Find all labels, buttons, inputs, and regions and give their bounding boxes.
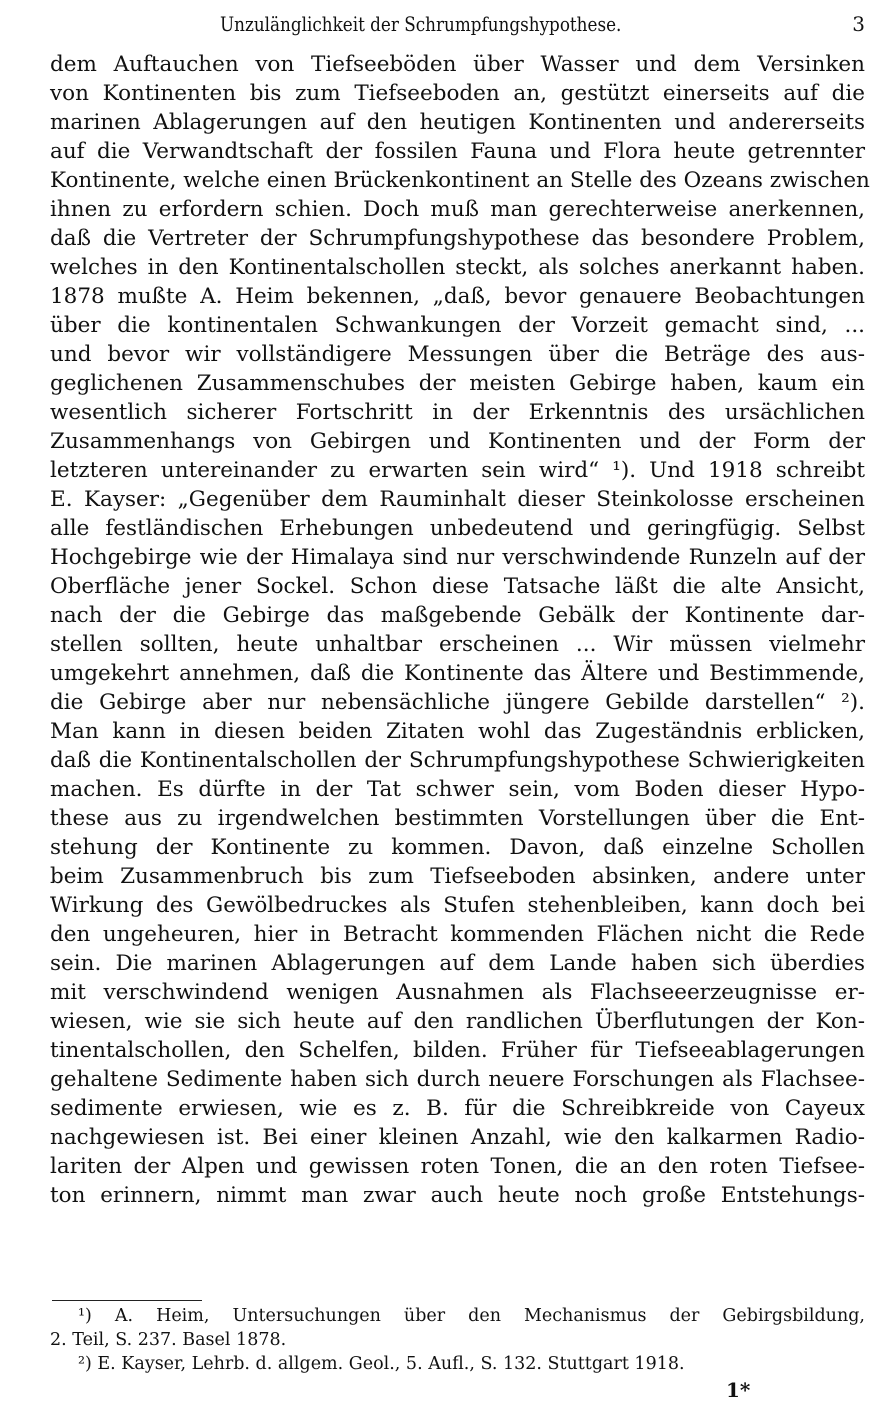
text-line: ton erinnern, nimmt man zwar auch heute noch große Entstehungs- [50,1183,865,1208]
text-line: beim Zusammenbruch bis zum Tiefseeboden absinken, andere unter [50,864,865,889]
text-line: marinen Ablagerungen auf den heutigen Kontinenten und andererseits [50,110,865,135]
footnote-2: ²) E. Kayser, Lehrb. d. allgem. Geol., 5. Aufl., S. 132. Stuttgart 1918. [78,1354,685,1374]
running-head: Unzulänglichkeit der Schrumpfungshypothese. [220,12,622,36]
text-line: daß die Kontinentalschollen der Schrumpfungshypothese Schwierigkeiten [50,748,865,773]
text-line: von Kontinenten bis zum Tiefseeboden an, gestützt einerseits auf die [50,81,865,106]
text-line: nachgewiesen ist. Bei einer kleinen Anzahl, wie den kalkarmen Radio- [50,1125,865,1150]
text-line: E. Kayser: „Gegenüber dem Rauminhalt dieser Steinkolosse erscheinen [50,487,865,512]
signature-mark: 1* [726,1378,751,1402]
footnote-1: ¹) A. Heim, Untersuchungen über den Mechanismus der Gebirgsbildung, [78,1306,865,1326]
text-line: gehaltene Sedimente haben sich durch neuere Forschungen als Flachsee- [50,1067,865,1092]
text-line: stellen sollten, heute unhaltbar erscheinen ... Wir müssen vielmehr [50,632,865,657]
text-line: die Gebirge aber nur nebensächliche jüngere Gebilde darstellen“ ²). [50,690,865,715]
page-header [50,12,865,42]
text-line: machen. Es dürfte in der Tat schwer sein, vom Boden dieser Hypo- [50,777,865,802]
text-line: letzteren untereinander zu erwarten sein wird“ ¹). Und 1918 schreibt [50,458,865,483]
text-line: Zusammenhangs von Gebirgen und Kontinenten und der Form der [50,429,865,454]
text-line: geglichenen Zusammenschubes der meisten Gebirge haben, kaum ein [50,371,865,396]
text-line: 1878 mußte A. Heim bekennen, „daß, bevor genauere Beobachtungen [50,284,865,309]
text-line: Hochgebirge wie der Himalaya sind nur verschwindende Runzeln auf der [50,545,865,570]
text-line: umgekehrt annehmen, daß die Kontinente das Ältere und Bestimmende, [50,661,865,686]
text-line: sedimente erwiesen, wie es z. B. für die Schreibkreide von Cayeux [50,1096,865,1121]
footnotes [50,1304,865,1376]
footnote-1-continuation: 2. Teil, S. 237. Basel 1878. [50,1330,287,1350]
text-line: über die kontinentalen Schwankungen der Vorzeit gemacht sind, ... [50,313,865,338]
text-line: den ungeheuren, hier in Betracht kommenden Flächen nicht die Rede [50,922,865,947]
text-line: wiesen, wie sie sich heute auf den randlichen Überflutungen der Kon- [50,1009,865,1034]
text-line: Wirkung des Gewölbedruckes als Stufen stehenbleiben, kann doch bei [50,893,865,918]
text-line: stehung der Kontinente zu kommen. Davon, daß einzelne Schollen [50,835,865,860]
text-line: auf die Verwandtschaft der fossilen Fauna und Flora heute getrennter [50,139,865,164]
text-line: wesentlich sicherer Fortschritt in der Erkenntnis des ursächlichen [50,400,865,425]
text-line: ihnen zu erfordern schien. Doch muß man gerechterweise anerkennen, [50,197,865,222]
text-line: welches in den Kontinentalschollen steckt, als solches anerkannt haben. [50,255,865,280]
text-line: lariten der Alpen und gewissen roten Tonen, die an den roten Tiefsee- [50,1154,865,1179]
text-line: und bevor wir vollständigere Messungen über die Beträge des aus- [50,342,865,367]
text-line: dem Auftauchen von Tiefseeböden über Wasser und dem Versinken [50,52,865,77]
text-line: alle festländischen Erhebungen unbedeutend und geringfügig. Selbst [50,516,865,541]
text-line: mit verschwindend wenigen Ausnahmen als Flachseeerzeugnisse er- [50,980,865,1005]
text-line: sein. Die marinen Ablagerungen auf dem Lande haben sich überdies [50,951,865,976]
text-line: nach der die Gebirge das maßgebende Gebälk der Kontinente dar- [50,603,865,628]
body-text [50,50,870,1210]
text-line: these aus zu irgendwelchen bestimmten Vorstellungen über die Ent- [50,806,865,831]
text-line: Man kann in diesen beiden Zitaten wohl das Zugeständnis erblicken, [50,719,865,744]
text-line: tinentalschollen, den Schelfen, bilden. Früher für Tiefseeablagerungen [50,1038,865,1063]
text-line: Oberfläche jener Sockel. Schon diese Tatsache läßt die alte Ansicht, [50,574,865,599]
footnote-divider [52,1300,202,1301]
page-number: 3 [852,12,865,36]
text-line: daß die Vertreter der Schrumpfungshypothese das besondere Problem, [50,226,865,251]
text-line: Kontinente, welche einen Brückenkontinent an Stelle des Ozeans zwischen [50,168,870,193]
